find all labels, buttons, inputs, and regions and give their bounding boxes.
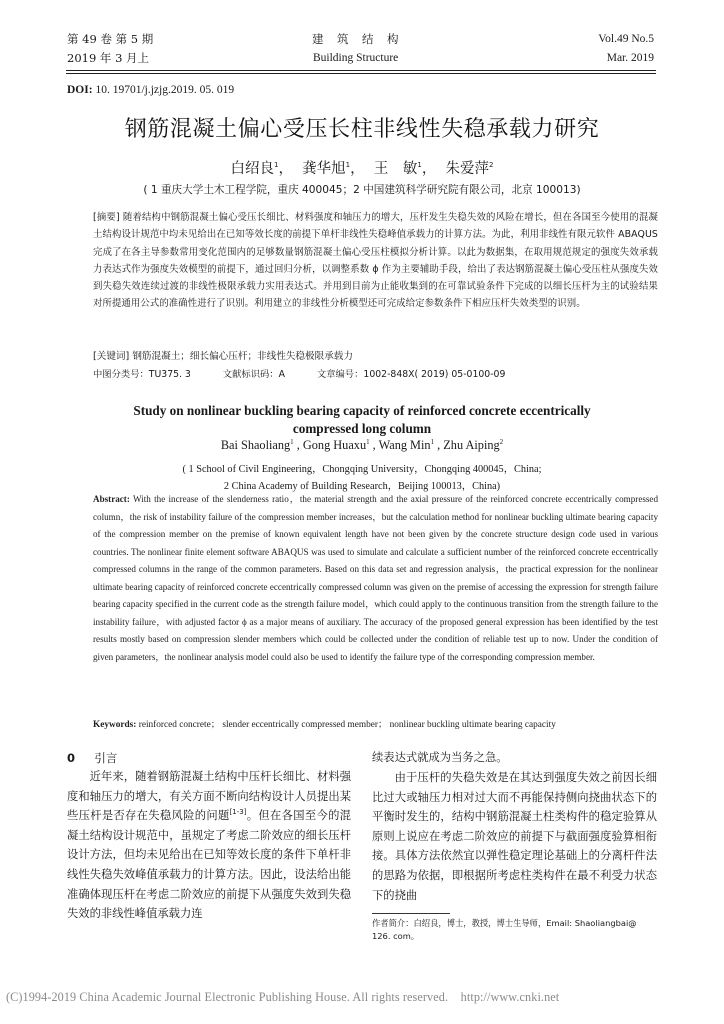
affiliation-en-line1: ( 1 School of Civil Engineering，Chongqing University，Chongqing 400045，China;	[182, 464, 542, 475]
journal-name-cn: 建 筑 结 构	[312, 32, 400, 46]
clc-label: 中图分类号：	[93, 369, 149, 380]
doc-code-label: 文献标识码：	[222, 369, 279, 380]
journal-date: 2019 年 3 月上	[67, 51, 150, 65]
author-en-4: Zhu Aiping	[443, 438, 500, 452]
author-sep: ，	[350, 161, 365, 177]
author-en-3-sup: 1	[430, 437, 435, 446]
section-heading	[67, 750, 117, 766]
author-en-4-sup: 2	[499, 437, 504, 446]
section-number: 0	[67, 751, 76, 765]
affiliation-en-line2: 2 China Academy of Building Research，Beijing 100013，China)	[223, 481, 501, 492]
doi-line	[67, 84, 234, 96]
author-en-2-sup: 1	[366, 437, 370, 446]
doi-label: DOI:	[67, 84, 93, 96]
keywords-en-label: Keywords:	[93, 720, 137, 730]
keywords-cn-label: [关键词]	[93, 351, 130, 362]
authors-cn	[0, 157, 724, 178]
citation-1-3[interactable]: [1-3]	[229, 808, 247, 817]
paper-title-cn: 钢筋混凝土偏心受压长柱非线性失稳承载力研究	[124, 117, 600, 142]
body-left-text: 近年来，随着钢筋混凝土结构中压杆长细比、材料强度和轴压力的增大，有关方面不断向结构设计人员提出某些压杆是否存在失稳风险的问题	[67, 770, 351, 823]
abstract-en-label: Abstract:	[93, 494, 130, 504]
footnote-rule	[372, 913, 450, 914]
author-2: 龚华旭	[302, 161, 346, 177]
authors-en: Bai Shaoliang$^1$ , Gong Huaxu$^1$ , Wang Min$^1$ , Zhu Aiping$^2$	[220, 437, 504, 452]
journal-volume-issue: 第 49 卷 第 5 期	[67, 32, 154, 46]
author-en-1-sup: 1	[290, 437, 294, 446]
body-left-text-cont: 。但在各国至今的混凝土结构设计规范中，虽规定了考虑二阶效应的细长压杆设计方法，但均未见给出在已知等效长度的条件下单杆非线性失稳失效峰值承载力的计算方法。因此，设法给出能准确体现压杆在考虑二阶效应的前提下从强度失效到失稳失效的非线性峰值承载力连	[67, 809, 351, 921]
keywords-en	[93, 716, 556, 730]
author-en-1: Bai Shaoliang	[220, 438, 291, 452]
author-3-sup: 1	[417, 161, 422, 170]
journal-vol-no: Vol.49 No.5	[598, 33, 654, 45]
author-2-sup: 1	[345, 161, 351, 170]
body-right-col-paragraph: 由于压杆的失稳失效是在其达到强度失效之前因长细比过大或轴压力相对过大而不再能保持侧向挠曲状态下的平衡时发生的，结构中钢筋混凝土柱类构件的稳定验算从原则上说应在考虑二阶效应的前提下与截面强度验算相衔接。具体方法依然宜以弹性稳定理论基础上的分离杆件法的思路为依据，即根据所考虑柱类构件在最不利受力状态下的挠曲	[372, 771, 657, 902]
footnote-label: 作者简介：	[372, 918, 414, 928]
author-1: 白绍良	[230, 161, 274, 177]
author-sep: ，	[421, 161, 437, 177]
doi-value[interactable]: 10. 19701/j.jzjg.2019. 05. 019	[95, 84, 235, 96]
author-en-2: Gong Huaxu	[302, 438, 367, 452]
abstract-cn-label: [摘要]	[93, 212, 120, 223]
doc-code-value: A	[278, 369, 285, 380]
body-right-col-continuation: 续表达式就成为当务之急。	[372, 751, 508, 764]
author-3: 王 敏	[373, 161, 418, 177]
journal-name-en: Building Structure	[313, 52, 399, 64]
keywords-cn	[93, 348, 353, 362]
clc-value: TU375. 3	[148, 369, 191, 380]
copyright-watermark: (C)1994-2019 China Academic Journal Electronic Publishing House. All rights reserved. http://www.cnki.net	[6, 990, 560, 1004]
footnote-text: 白绍良，博士，教授，博士生导师，Email: Shaoliangbai@ 126. com。	[372, 918, 637, 941]
article-no-value: 1002-848X( 2019) 05-0100-09	[363, 369, 506, 380]
body-left-column	[67, 767, 351, 924]
section-title: 引言	[94, 751, 118, 765]
paper-title-en-line1: Study on nonlinear buckling bearing capacity of reinforced concrete eccentrically	[133, 403, 591, 418]
header-rule-bottom	[66, 73, 656, 74]
author-1-sup: 1	[273, 161, 279, 170]
author-4: 朱爱萍	[445, 161, 490, 177]
author-sep: ，	[278, 161, 293, 177]
abstract-en	[93, 491, 658, 666]
author-4-sup: 2	[489, 161, 494, 170]
abstract-cn-text: 随着结构中钢筋混凝土偏心受压长细比、材料强度和轴压力的增大，压杆发生失稳失效的风险在增长，但在各国至今使用的混凝土结构设计规范中均未见给出在已知等效长度的前提下单杆非线性失稳峰值承载力的计算方法。为此，利用非线性有限元软件 ABAQUS 完成了在各主导参数常用变化范围内的足够数量钢筋混凝土偏心受压柱模拟分析计算。以此为数据集，在取用规范规定的强度失效承载力表达式作为强度失效模型的前提下，通过回归分析，以调整系数 ϕ 作为主要辅助手段，给出了表达钢筋混凝土偏心受压柱从强度失效到失稳失效连续过渡的非线性极限承载力实用表达式。并用到目前为止能收集到的在可靠试验条件下完成的以细长压杆为主的试验结果对所提通用公式的准确性进行了识别。利用建立的非线性分析模型还可完成给定参数条件下相应压杆失效类型的识别。	[93, 212, 658, 310]
abstract-cn	[93, 209, 658, 313]
journal-month: Mar. 2019	[606, 52, 654, 64]
classification-cn	[93, 366, 505, 380]
article-no-label: 文章编号：	[316, 369, 364, 380]
keywords-cn-text: 钢筋混凝土；细长偏心压杆；非线性失稳极限承载力	[132, 351, 353, 362]
keywords-en-text: reinforced concrete； slender eccentrically compressed member； nonlinear buckling ultimate bearing capacity	[138, 720, 556, 730]
affiliation-cn: ( 1 重庆大学土木工程学院，重庆 400045；2 中国建筑科学研究院有限公司，北京 100013)	[143, 184, 581, 196]
header-rule-top	[66, 70, 656, 71]
paper-title-en-line2: compressed long column	[292, 421, 432, 436]
author-footnote	[372, 917, 657, 943]
abstract-en-text: With the increase of the slenderness ratio，the material strength and the axial pressure of the reinforced concrete eccentrically compressed column，the risk of instability failure of the compression member increases，but the calculation method for nonlinear buckling ultimate bearing capacity of the compression member on the premise of known equivalent length have not been given by the concrete structure design code used in various countries. The nonlinear finite element software ABAQUS was used to simulate and calculate a sufficient number of the reinforced concrete eccentrically compressed columns in the range of the common parameters. Based on this data set and regression analysis，the practical expression for the nonlinear ultimate bearing capacity of reinforced concrete eccentrically compressed column was given on the premise of accessing the expression for strength failure bearing capacity specified in the current code as the strength failure model，which could apply to the continuous transition from the strength failure to the instability failure，with adjusted factor ϕ as a major means of auxiliary. The accuracy of the proposed general expression has been identified by the test results mostly based on compression slender members which could be collected under the condition of reliable test up to now. Under the condition of given parameters，the nonlinear analysis model could also be used to identify the failure type of the corresponding compression member.	[93, 494, 659, 662]
author-en-3: Wang Min	[378, 438, 431, 452]
